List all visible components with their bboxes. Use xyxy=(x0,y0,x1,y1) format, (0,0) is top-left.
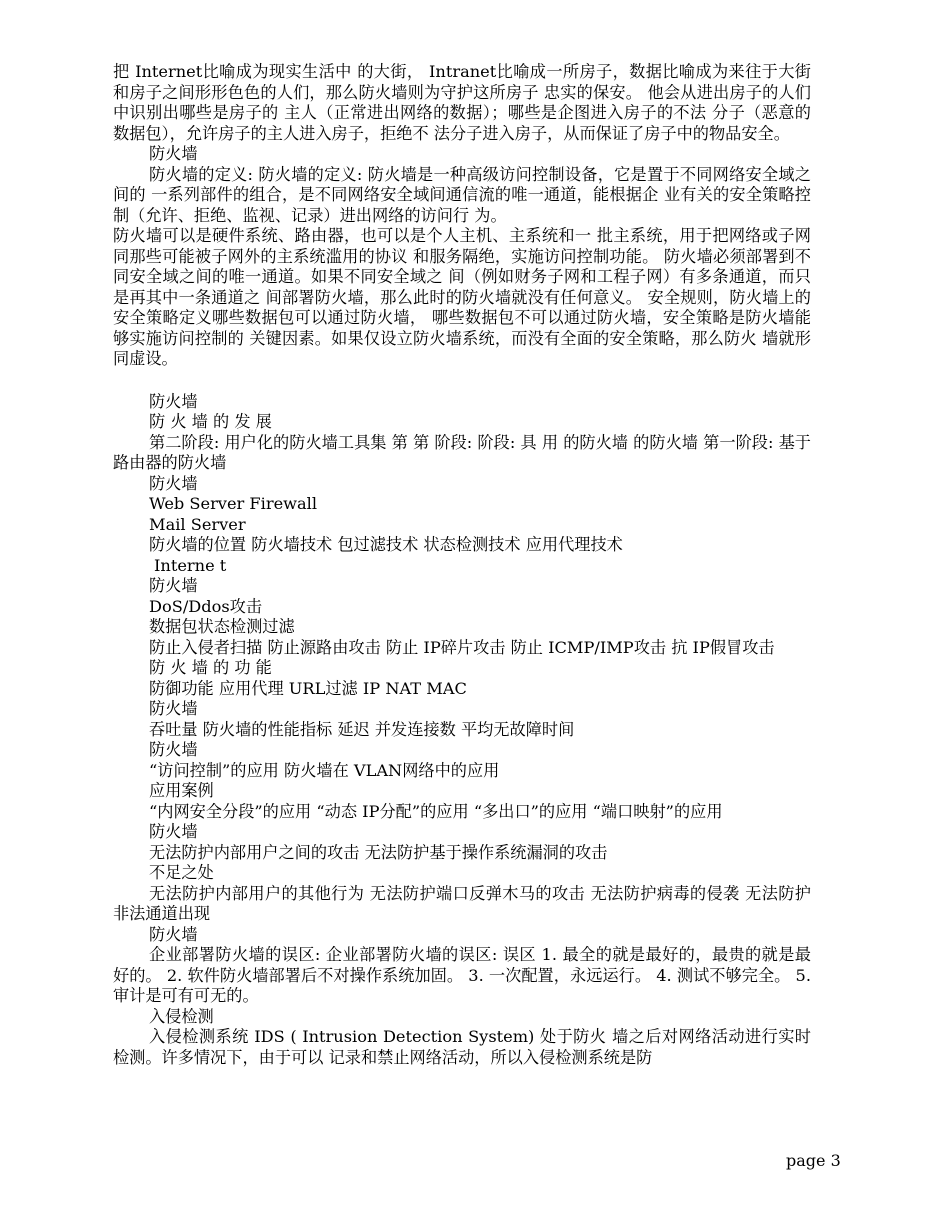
line-web-server: Web Server Firewall xyxy=(149,494,318,513)
paragraph-limitations-2: 无法防护内部用户的其他行为 无法防护端口反弹木马的攻击 无法防护病毒的侵袭 无法防护非法通道出现 xyxy=(113,883,811,923)
paragraph-definition: 防火墙的定义: 防火墙的定义: 防火墙是一种高级访问控制设备，它是置于不同网络安全域之间的 一系列部件的组合，是不同网络安全域间通信流的唯一通道，能根据企 业有关的安全策略控制（允许、拒绝、监视、记录）进出网络的访问行 为。 xyxy=(113,164,811,225)
heading-firewall: 防火墙 xyxy=(149,391,198,411)
paragraph-ids: 入侵检测系统 IDS ( Intrusion Detection System) 处于防火 墙之后对网络活动进行实时检测。许多情况下，由于可以 记录和禁止网络活动，所以入侵检测系统是防 xyxy=(113,1027,811,1067)
page-number: page 3 xyxy=(786,1151,841,1170)
paragraph-use-cases: “内网安全分段”的应用 “动态 IP分配”的应用 “多出口”的应用 “端口映射”的应用 xyxy=(149,801,723,821)
body-text xyxy=(113,62,811,1068)
line-defense-functions: 防御功能 应用代理 URL过滤 IP NAT MAC xyxy=(149,678,467,698)
heading-firewall: 防火墙 xyxy=(149,822,198,841)
heading-use-cases: 应用案例 xyxy=(149,781,214,800)
heading-shortcomings: 不足之处 xyxy=(149,863,214,882)
heading-firewall: 防火墙 xyxy=(149,576,198,595)
heading-firewall: 防火墙 xyxy=(149,740,198,759)
paragraph-prevention: 防止入侵者扫描 防止源路由攻击 防止 IP碎片攻击 防止 ICMP/IMP攻击 抗 IP假冒攻击 xyxy=(149,637,775,657)
heading-intrusion-detection: 入侵检测 xyxy=(149,1006,214,1026)
line-access-control: “访问控制”的应用 防火墙在 VLAN网络中的应用 xyxy=(149,760,500,780)
heading-development: 防 火 墙 的 发 展 xyxy=(149,412,272,431)
paragraph-hardware: 防火墙可以是硬件系统、路由器，也可以是个人主机、主系统和一 批主系统，用于把网络或子网同那些可能被子网外的主系统滥用的协议 和服务隔绝，实施访问控制功能。 防火墙必须部署到不同安全域之间的唯一通道。如果不同安全域之 间（例如财务子网和工程子网）有多条通道，而只是再其中一条通道之 间部署防火墙，那么此时的防火墙就没有任何意义。 安全规则，防火墙上的安全策略定义哪些数据包可以通过防火墙， 哪些数据包不可以通过防火墙，安全策略是防火墙能够实施访问控制的 关键因素。如果仅设立防火墙系统，而没有全面的安全策略，那么防火 墙就形同虚设。 xyxy=(113,226,811,368)
heading-firewall: 防火墙 xyxy=(149,699,198,718)
heading-firewall: 防火墙 xyxy=(149,924,198,944)
paragraph-stages: 第二阶段: 用户化的防火墙工具集 第 第 阶段: 阶段: 具 用 的防火墙 的防火墙 第一阶段: 基于路由器的防火墙 xyxy=(113,432,811,472)
line-stateful-filter: 数据包状态检测过滤 xyxy=(149,617,295,636)
heading-functions: 防 火 墙 的 功 能 xyxy=(149,658,272,677)
line-mail-server: Mail Server xyxy=(149,514,246,534)
line-performance: 吞吐量 防火墙的性能指标 延迟 并发连接数 平均无故障时间 xyxy=(149,719,575,739)
blank-line xyxy=(113,370,811,392)
paragraph-misconceptions: 企业部署防火墙的误区: 企业部署防火墙的误区: 误区 1. 最全的就是最好的，最贵的就是最好的。 2. 软件防火墙部署后不对操作系统加固。 3. 一次配置，永远运行。 4. 测试不够完全。 5. 审计是可有可无的。 xyxy=(113,945,811,1005)
line-limitations-1: 无法防护内部用户之间的攻击 无法防护基于操作系统漏洞的攻击 xyxy=(149,842,608,862)
line-firewall-technology: 防火墙的位置 防火墙技术 包过滤技术 状态检测技术 应用代理技术 xyxy=(149,535,623,554)
line-dos-attack: DoS/Ddos攻击 xyxy=(149,596,263,616)
heading-firewall: 防火墙 xyxy=(149,144,198,163)
paragraph-intro: 把 Internet比喻成为现实生活中 的大街， Intranet比喻成一所房子，数据比喻成为来往于大街 和房子之间形形色色的人们，那么防火墙则为守护这所房子 忠实的保安。 他会从进出房子的人们中识别出哪些是房子的 主人（正常进出网络的数据）；哪些是企图进入房子的不法 分子（恶意的数据包），允许房子的主人进入房子，拒绝不 法分子进入房子，从而保证了房子中的物品安全。 xyxy=(113,62,811,143)
line-internet: Interne t xyxy=(154,555,227,575)
heading-firewall: 防火墙 xyxy=(149,473,198,493)
